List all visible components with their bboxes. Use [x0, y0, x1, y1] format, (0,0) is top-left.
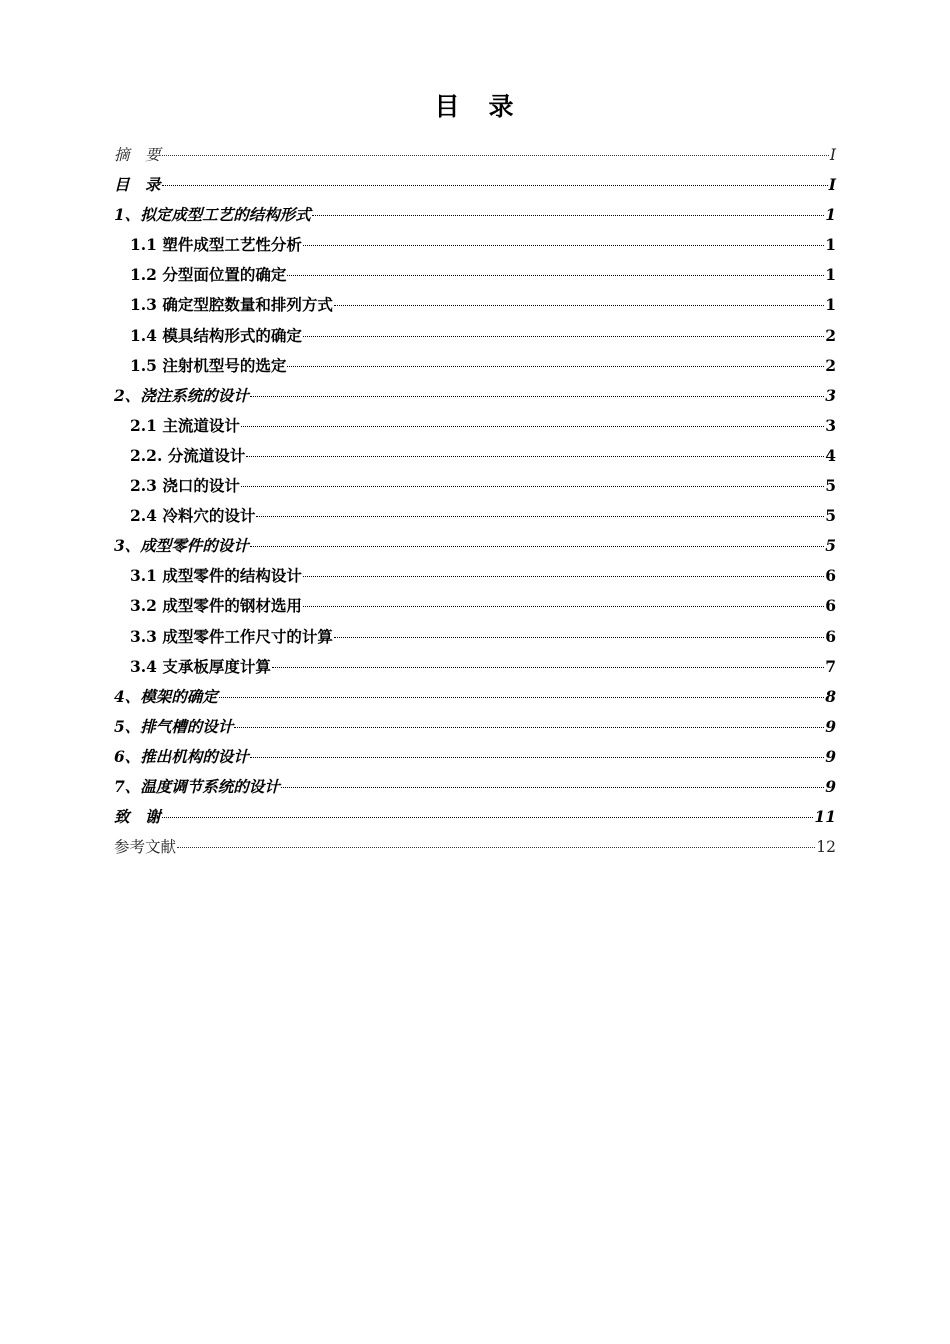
dot-leader — [312, 215, 824, 216]
dot-leader — [241, 426, 824, 427]
dot-leader — [246, 456, 824, 457]
dot-leader — [281, 787, 824, 788]
toc-entry-page: 3 — [825, 385, 836, 405]
toc-entry-page: 6 — [825, 626, 836, 646]
toc-entry-section-1-5[interactable] — [114, 351, 836, 381]
toc-entry-label: 2、浇注系统的设计 — [114, 385, 249, 405]
toc-entry-page: 6 — [825, 596, 836, 616]
toc-entry-section-2-1[interactable] — [114, 411, 836, 441]
dot-leader — [234, 727, 824, 728]
toc-entry-label: 1.4 模具结构形式的确定 — [130, 325, 302, 345]
toc-entry-section-2-2[interactable] — [114, 441, 836, 471]
toc-entry-chapter-2[interactable] — [114, 381, 836, 411]
toc-entry-section-1-2[interactable] — [114, 260, 836, 290]
toc-entry-page: 8 — [825, 686, 836, 706]
toc-entry-label: 1.3 确定型腔数量和排列方式 — [130, 295, 333, 315]
toc-title: 目 录 — [434, 92, 516, 121]
toc-entry-page: I — [829, 146, 836, 164]
table-of-contents — [114, 140, 836, 862]
toc-entry-section-1-3[interactable] — [114, 290, 836, 320]
toc-entry-page: 9 — [825, 776, 836, 796]
toc-entry-chapter-6[interactable] — [114, 742, 836, 772]
dot-leader — [250, 757, 824, 758]
toc-entry-section-1-4[interactable] — [114, 321, 836, 351]
toc-entry-contents[interactable] — [114, 170, 836, 200]
toc-entry-page: 6 — [825, 566, 836, 586]
dot-leader — [334, 637, 824, 638]
toc-entry-section-3-2[interactable] — [114, 591, 836, 621]
toc-entry-label: 1.2 分型面位置的确定 — [130, 265, 287, 285]
toc-entry-label: 致 谢 — [114, 807, 161, 827]
dot-leader — [287, 275, 824, 276]
toc-entry-section-2-3[interactable] — [114, 471, 836, 501]
toc-entry-page: 5 — [825, 536, 836, 556]
dot-leader — [272, 667, 824, 668]
toc-entry-page: 9 — [825, 746, 836, 766]
toc-entry-page: 3 — [825, 415, 836, 435]
dot-leader — [303, 606, 824, 607]
toc-entry-page: 2 — [825, 325, 836, 345]
toc-entry-label: 4、模架的确定 — [114, 686, 218, 706]
toc-entry-label: 3.3 成型零件工作尺寸的计算 — [130, 626, 333, 646]
dot-leader — [334, 305, 824, 306]
toc-entry-page: 1 — [825, 205, 836, 225]
dot-leader — [241, 486, 824, 487]
toc-entry-label: 1.5 注射机型号的选定 — [130, 355, 287, 375]
toc-entry-label: 目 录 — [114, 175, 161, 195]
toc-entry-chapter-7[interactable] — [114, 772, 836, 802]
dot-leader — [250, 396, 824, 397]
toc-entry-section-3-3[interactable] — [114, 622, 836, 652]
toc-entry-label: 7、温度调节系统的设计 — [114, 776, 280, 796]
toc-entry-page: 12 — [816, 838, 836, 857]
toc-entry-acknowledgements[interactable] — [114, 802, 836, 832]
dot-leader — [303, 245, 824, 246]
toc-entry-label: 2.2. 分流道设计 — [130, 445, 246, 465]
dot-leader — [162, 817, 814, 818]
toc-entry-page: 2 — [825, 355, 836, 375]
toc-entry-label: 5、排气槽的设计 — [114, 716, 234, 736]
toc-entry-page: I — [828, 175, 836, 195]
toc-entry-label: 1.1 塑件成型工艺性分析 — [130, 235, 302, 255]
toc-entry-abstract[interactable] — [114, 140, 836, 170]
toc-entry-page: 1 — [825, 295, 836, 315]
toc-entry-section-3-1[interactable] — [114, 561, 836, 591]
toc-entry-page: 9 — [825, 716, 836, 736]
toc-entry-section-1-1[interactable] — [114, 230, 836, 260]
toc-entry-chapter-1[interactable] — [114, 200, 836, 230]
dot-leader — [303, 336, 824, 337]
toc-entry-chapter-3[interactable] — [114, 531, 836, 561]
toc-entry-label: 3.2 成型零件的钢材选用 — [130, 596, 302, 616]
toc-entry-label: 3.4 支承板厚度计算 — [130, 656, 271, 676]
dot-leader — [162, 155, 829, 156]
toc-entry-label: 2.1 主流道设计 — [130, 415, 240, 435]
toc-entry-label: 3、成型零件的设计 — [114, 536, 249, 556]
toc-entry-page: 5 — [825, 476, 836, 496]
toc-entry-page: 1 — [825, 235, 836, 255]
toc-entry-chapter-5[interactable] — [114, 712, 836, 742]
dot-leader — [219, 697, 824, 698]
toc-entry-label: 参考文献 — [114, 838, 177, 857]
dot-leader — [303, 576, 824, 577]
dot-leader — [256, 516, 824, 517]
dot-leader — [177, 847, 815, 848]
toc-entry-page: 7 — [825, 656, 836, 676]
toc-entry-label: 2.4 冷料穴的设计 — [130, 506, 256, 526]
dot-leader — [287, 366, 824, 367]
toc-entry-page: 11 — [814, 807, 836, 827]
toc-entry-page: 4 — [825, 445, 836, 465]
dot-leader — [250, 546, 824, 547]
toc-entry-label: 6、推出机构的设计 — [114, 746, 249, 766]
toc-entry-references[interactable] — [114, 832, 836, 862]
toc-entry-chapter-4[interactable] — [114, 682, 836, 712]
toc-entry-label: 摘 要 — [114, 146, 161, 164]
toc-entry-label: 2.3 浇口的设计 — [130, 476, 240, 496]
toc-entry-label: 3.1 成型零件的结构设计 — [130, 566, 302, 586]
toc-entry-section-2-4[interactable] — [114, 501, 836, 531]
toc-entry-page: 5 — [825, 506, 836, 526]
toc-entry-section-3-4[interactable] — [114, 652, 836, 682]
dot-leader — [162, 185, 828, 186]
toc-entry-page: 1 — [825, 265, 836, 285]
toc-entry-label: 1、拟定成型工艺的结构形式 — [114, 205, 311, 225]
